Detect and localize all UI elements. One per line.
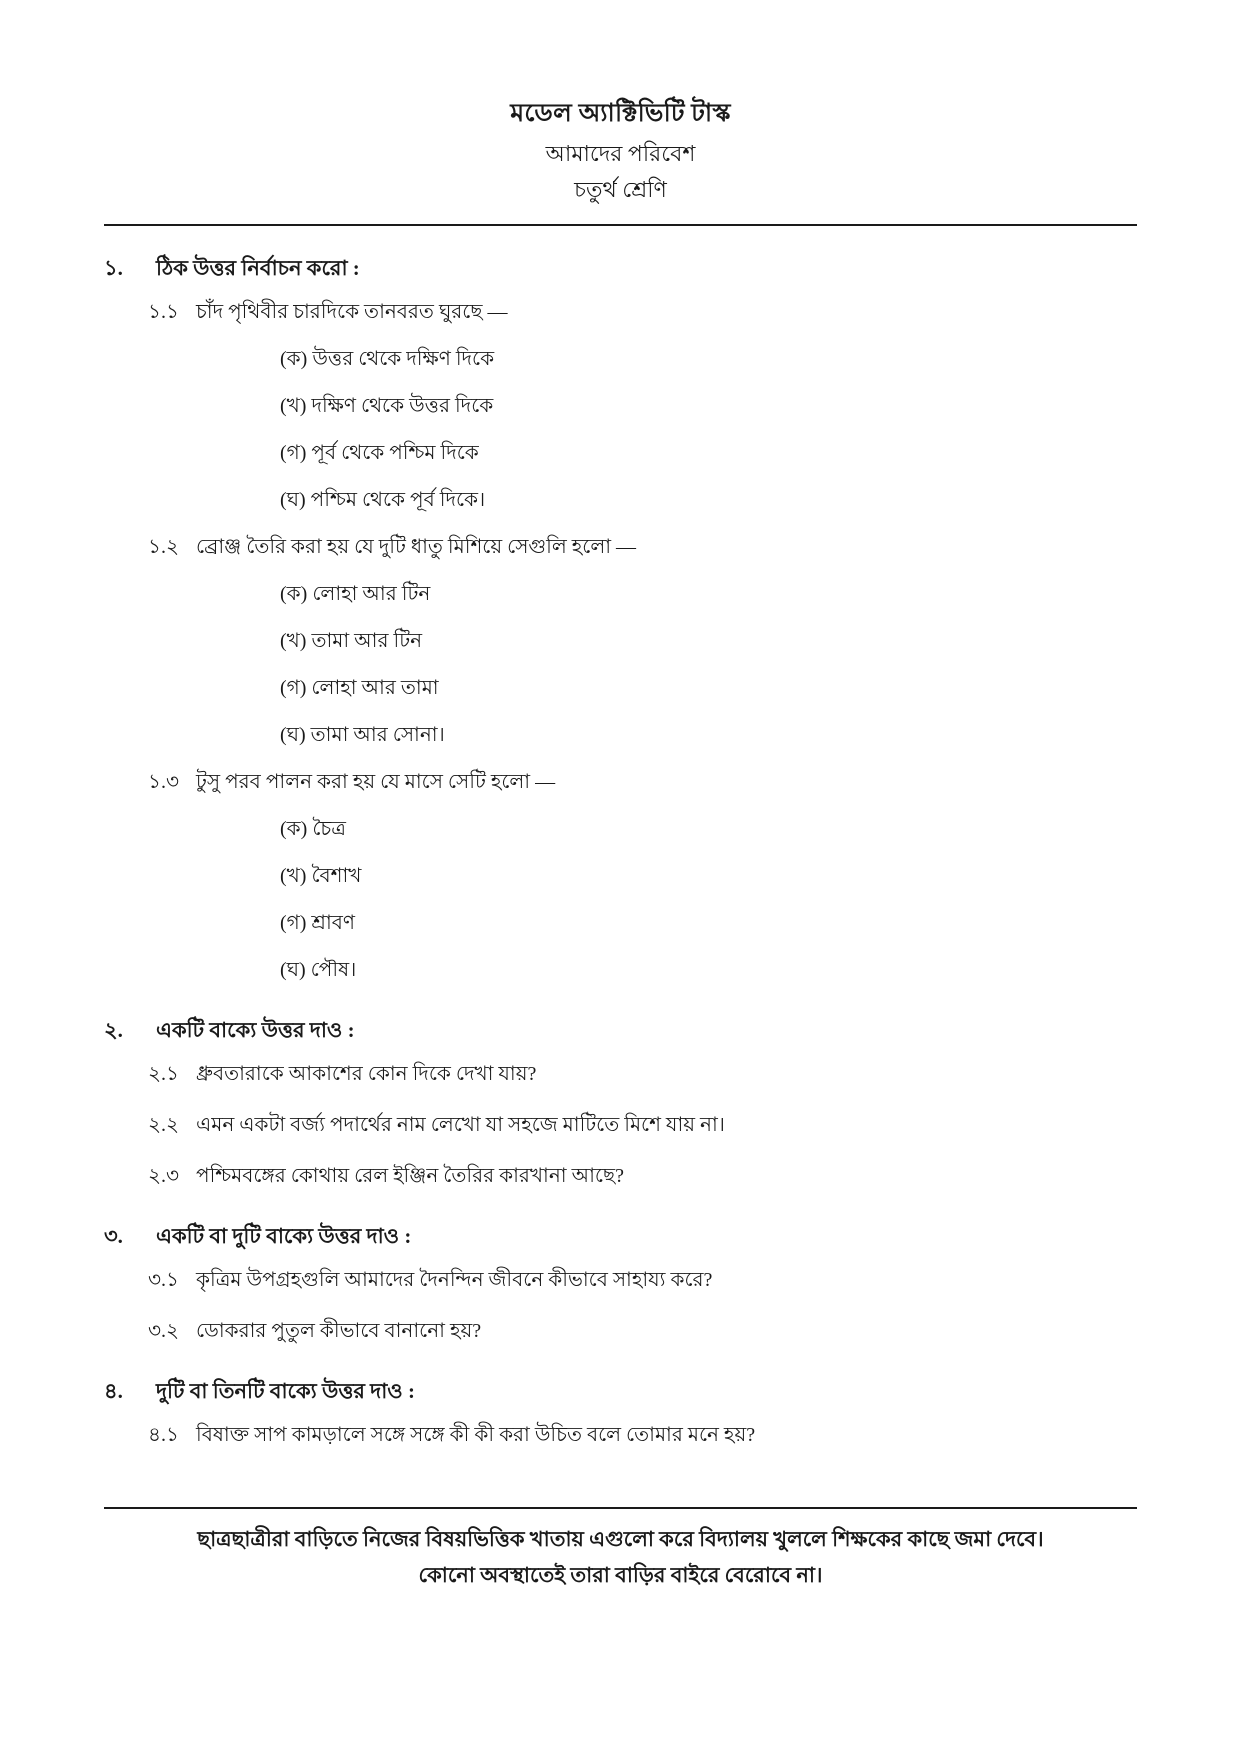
sub-question (148, 1059, 1137, 1092)
sub-question-number: ৩.১ (148, 1269, 179, 1292)
question-heading (104, 1375, 1137, 1410)
document-header (104, 96, 1137, 206)
footer-divider (104, 1507, 1137, 1509)
sub-question-text: টুসু পরব পালন করা হয় যে মাসে সেটি হলো — (196, 771, 556, 794)
option-item: (গ) পূর্ব থেকে পশ্চিম দিকে (280, 442, 479, 465)
option-item: (খ) দক্ষিণ থেকে উত্তর দিকে (280, 395, 494, 418)
question-block (104, 1220, 1137, 1349)
sub-question (148, 297, 1137, 330)
sub-question-number: ২.২ (148, 1114, 180, 1137)
sub-question-number: ৩.২ (148, 1320, 180, 1343)
option-item: (গ) শ্রাবণ (280, 912, 355, 935)
sub-question (148, 1420, 1137, 1453)
sub-question-group (104, 297, 1137, 518)
sub-question-group (104, 767, 1137, 988)
question-heading (104, 1014, 1137, 1049)
sub-question-group (104, 532, 1137, 753)
sub-question (148, 1316, 1137, 1349)
sub-question-number: ৪.১ (148, 1424, 179, 1447)
questions-container (104, 252, 1137, 1453)
question-block (104, 1014, 1137, 1194)
question-heading (104, 252, 1137, 287)
sub-question-text: বিষাক্ত সাপ কামড়ালে সঙ্গে সঙ্গে কী কী করা উচিত বলে তোমার মনে হয়? (196, 1424, 756, 1447)
sub-question-number: ১.৩ (148, 771, 179, 794)
sub-question (148, 1110, 1137, 1143)
option-item: (খ) বৈশাখ (280, 865, 362, 888)
option-item: (ক) চৈত্র (280, 818, 346, 841)
question-text: একটি বা দুটি বাক্যে উত্তর দাও : (156, 1224, 412, 1249)
option-item: (গ) লোহা আর তামা (280, 677, 439, 700)
option-item: (ঘ) তামা আর সোনা। (280, 724, 445, 747)
sub-question-text: ব্রোঞ্জ তৈরি করা হয় যে দুটি ধাতু মিশিয়ে সেগুলি হলো — (196, 536, 637, 559)
option-item: (ক) লোহা আর টিন (280, 583, 431, 606)
grade-title: চতুর্থ শ্রেণি (574, 177, 667, 203)
sub-question (148, 1265, 1137, 1298)
question-block (104, 1375, 1137, 1453)
question-text: একটি বাক্যে উত্তর দাও : (156, 1018, 355, 1043)
question-number: ৩. (104, 1224, 123, 1249)
sub-question-number: ২.১ (148, 1063, 179, 1086)
option-item: (ক) উত্তর থেকে দক্ষিণ দিকে (280, 348, 495, 371)
sub-question-text: এমন একটা বর্জ্য পদার্থের নাম লেখো যা সহজে মাটিতে মিশে যায় না। (196, 1114, 725, 1137)
sub-question (148, 532, 1137, 565)
sub-question-text: ডোকরার পুতুল কীভাবে বানানো হয়? (196, 1320, 482, 1343)
question-heading (104, 1220, 1137, 1255)
option-item: (খ) তামা আর টিন (280, 630, 423, 653)
footer-line-1: ছাত্রছাত্রীরা বাড়িতে নিজের বিষয়ভিত্তিক খাতায় এগুলো করে বিদ্যালয় খুললে শিক্ষকের কাছে জমা দেবে। (197, 1527, 1044, 1552)
page-title: মডেল অ্যাক্টিভিটি টাস্ক (510, 100, 731, 127)
question-number: ১. (104, 256, 123, 281)
question-text: ঠিক উত্তর নির্বাচন করো : (156, 256, 360, 281)
option-item: (ঘ) পশ্চিম থেকে পূর্ব দিকে। (280, 489, 486, 512)
header-divider (104, 224, 1137, 226)
sub-question-text: পশ্চিমবঙ্গের কোথায় রেল ইঞ্জিন তৈরির কারখানা আছে? (196, 1165, 624, 1188)
sub-question (148, 767, 1137, 800)
question-number: ৪. (104, 1379, 123, 1404)
footer-note (104, 1523, 1137, 1592)
sub-question-text: ধ্রুবতারাকে আকাশের কোন দিকে দেখা যায়? (196, 1063, 537, 1086)
question-block (104, 252, 1137, 988)
option-item: (ঘ) পৌষ। (280, 959, 357, 982)
subject-title: আমাদের পরিবেশ (545, 141, 696, 167)
sub-question-number: ২.৩ (148, 1165, 180, 1188)
sub-question-text: চাঁদ পৃথিবীর চারদিকে তানবরত ঘুরছে — (196, 301, 508, 324)
sub-question (148, 1161, 1137, 1194)
question-text: দুটি বা তিনটি বাক্যে উত্তর দাও : (156, 1379, 416, 1404)
footer-line-2: কোনো অবস্থাতেই তারা বাড়ির বাইরে বেরোবে না। (418, 1562, 823, 1587)
sub-question-number: ১.১ (148, 301, 179, 324)
sub-question-text: কৃত্রিম উপগ্রহগুলি আমাদের দৈনন্দিন জীবনে কীভাবে সাহায্য করে? (196, 1269, 713, 1292)
question-number: ২. (104, 1018, 123, 1043)
sub-question-number: ১.২ (148, 536, 179, 559)
